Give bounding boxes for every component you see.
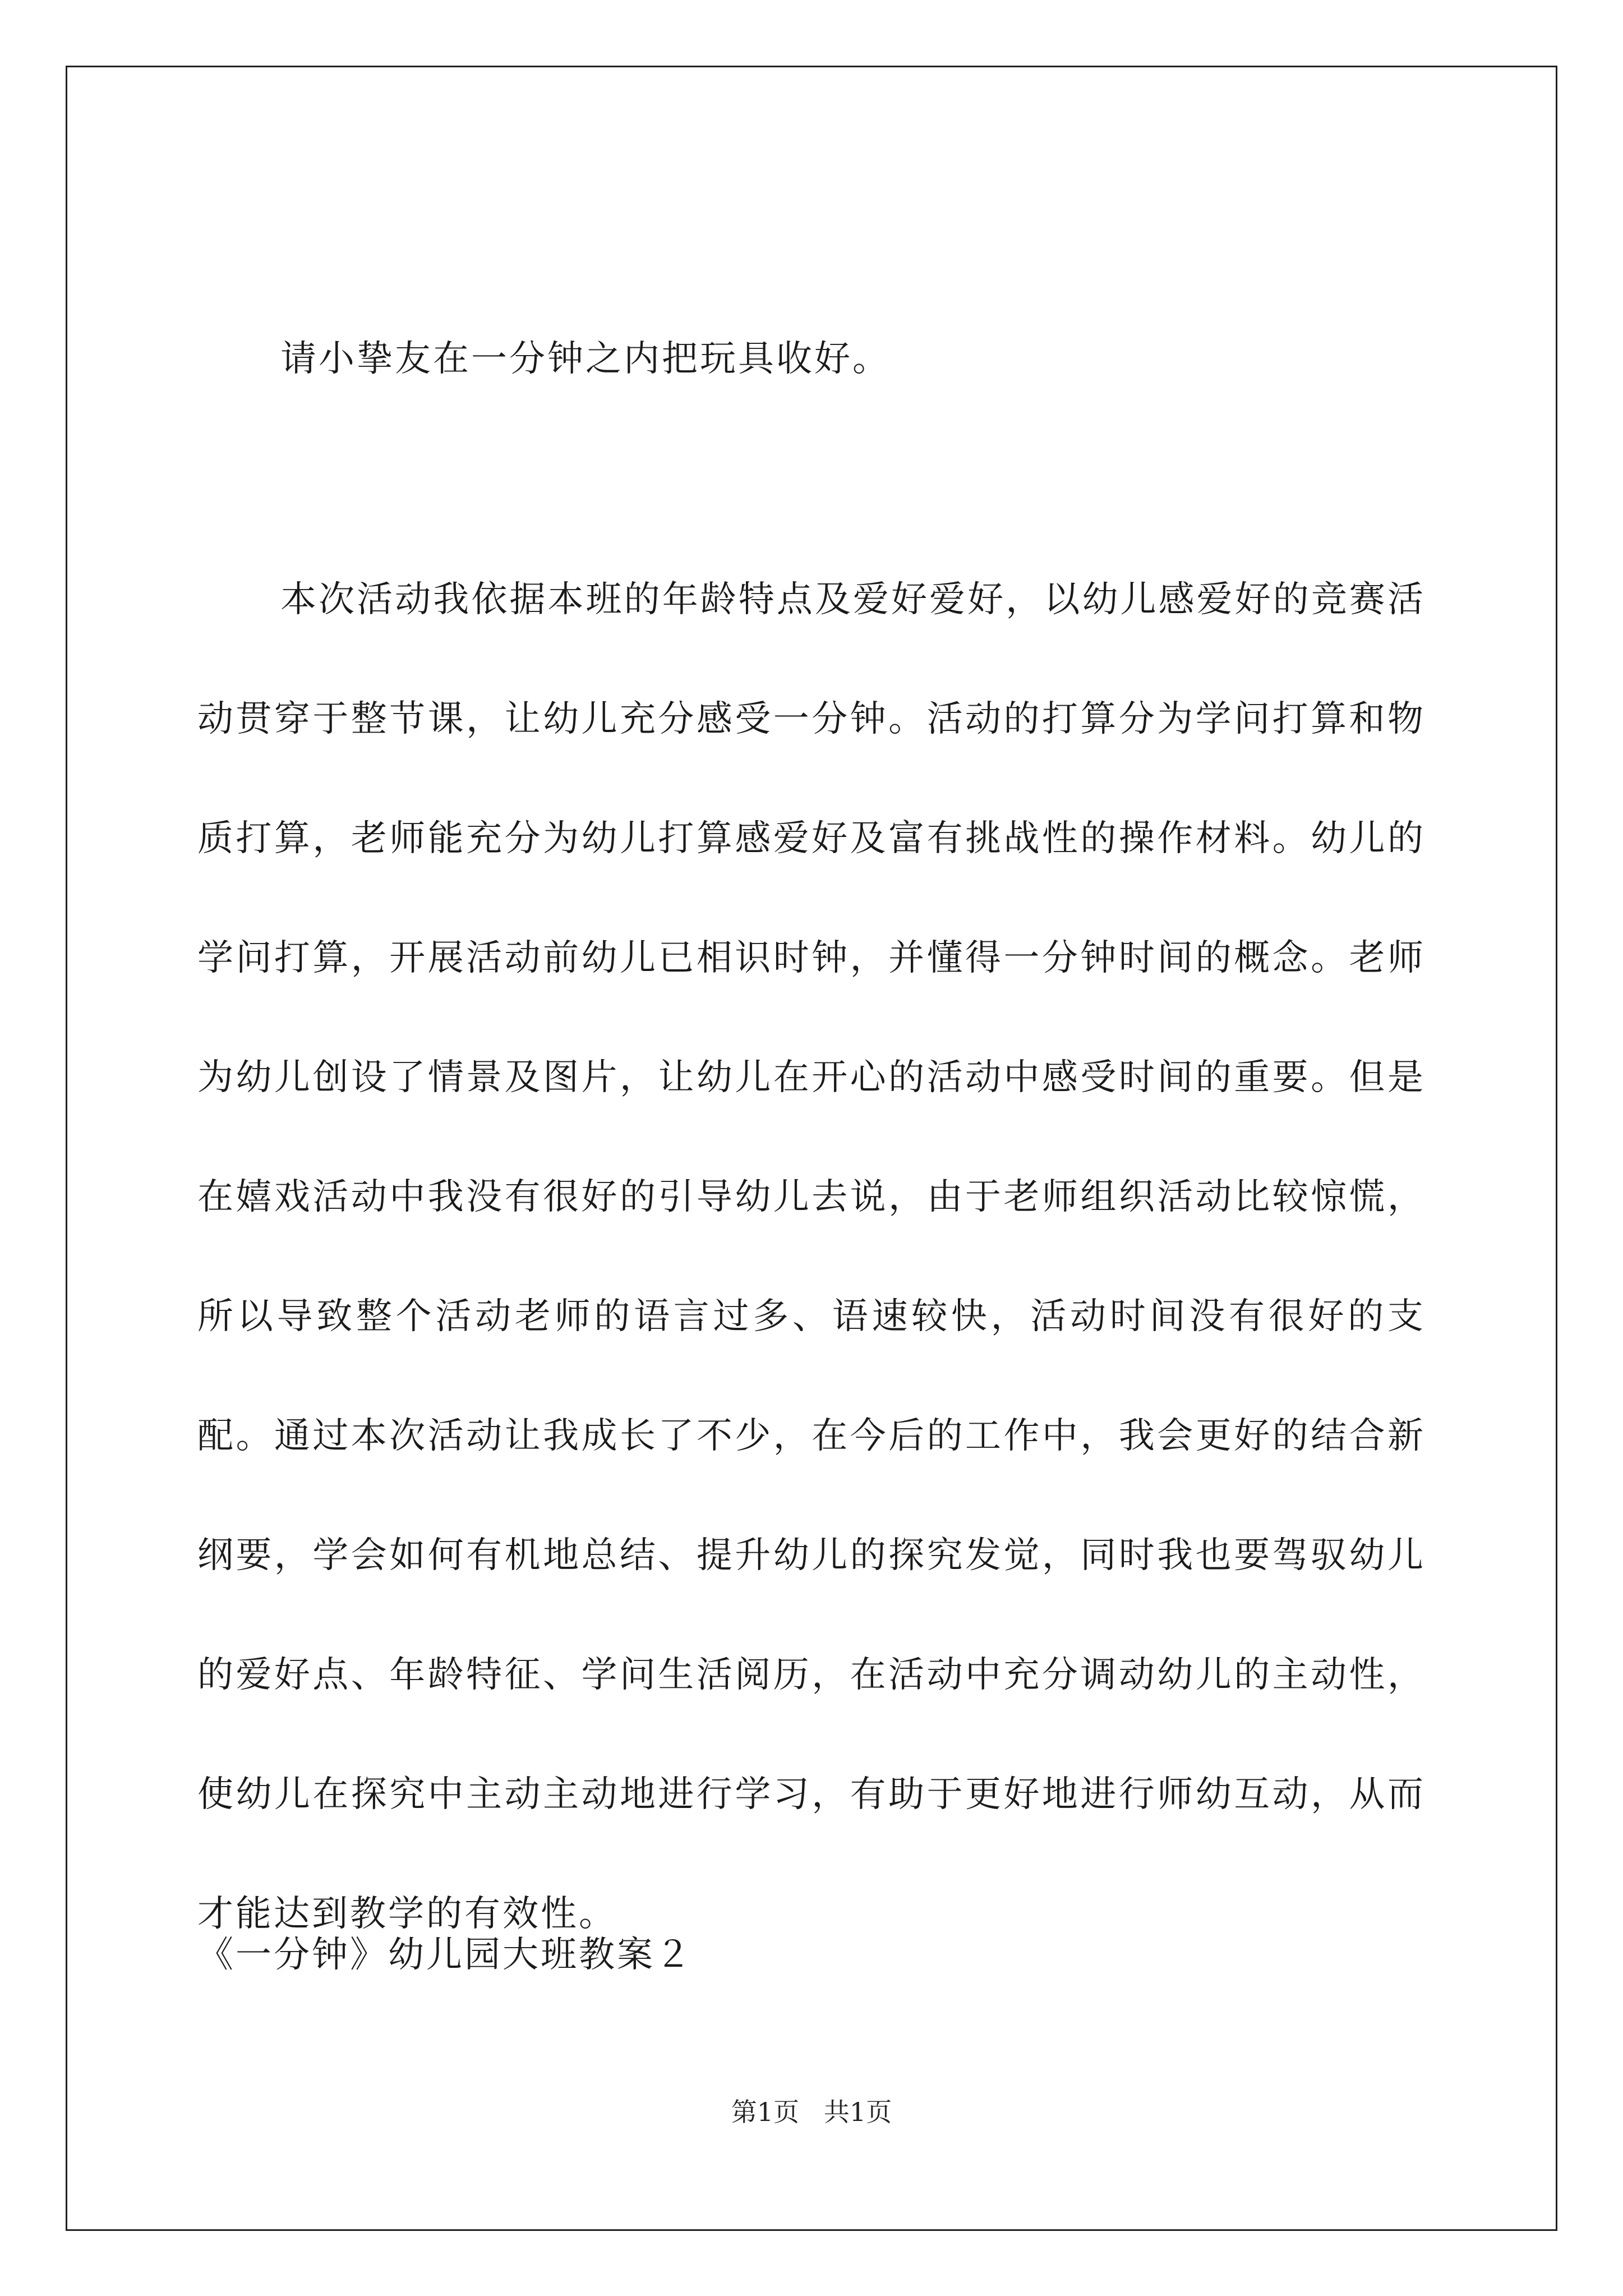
paragraph-intro: 请小挚友在一分钟之内把玩具收好。 — [280, 338, 891, 380]
section-heading: 《一分钟》幼儿园大班教案２ — [197, 1934, 693, 1976]
paragraph-reflection: 本次活动我依据本班的年龄特点及爱好爱好，以幼儿感爱好的竞赛活动贯穿于整节课，让幼儿充分感受一分钟。活动的打算分为学问打算和物质打算，老师能充分为幼儿打算感爱好及富有挑战性的操作材料。幼儿的学问打算，开展活动前幼儿已相识时钟，并懂得一分钟时间的概念。老师为幼儿创设了情景及图片，让幼儿在开心的活动中感受时间的重要。但是在嬉戏活动中我没有很好的引导幼儿去说，由于老师组织活动比较惊慌，所以导致整个活动老师的语言过多、语速较快，活动时间没有很好的支配。通过本次活动让我成长了不少，在今后的工作中，我会更好的结合新纲要，学会如何有机地总结、提升幼儿的探究发觉，同时我也要驾驭幼儿的爱好点、年龄特征、学问生活阅历，在活动中充分调动幼儿的主动性，使幼儿在探究中主动主动地进行学习，有助于更好地进行师幼互动，从而才能达到教学的有效性。 — [197, 579, 1426, 1935]
page-footer: 第1页 共1页 — [731, 2097, 892, 2127]
